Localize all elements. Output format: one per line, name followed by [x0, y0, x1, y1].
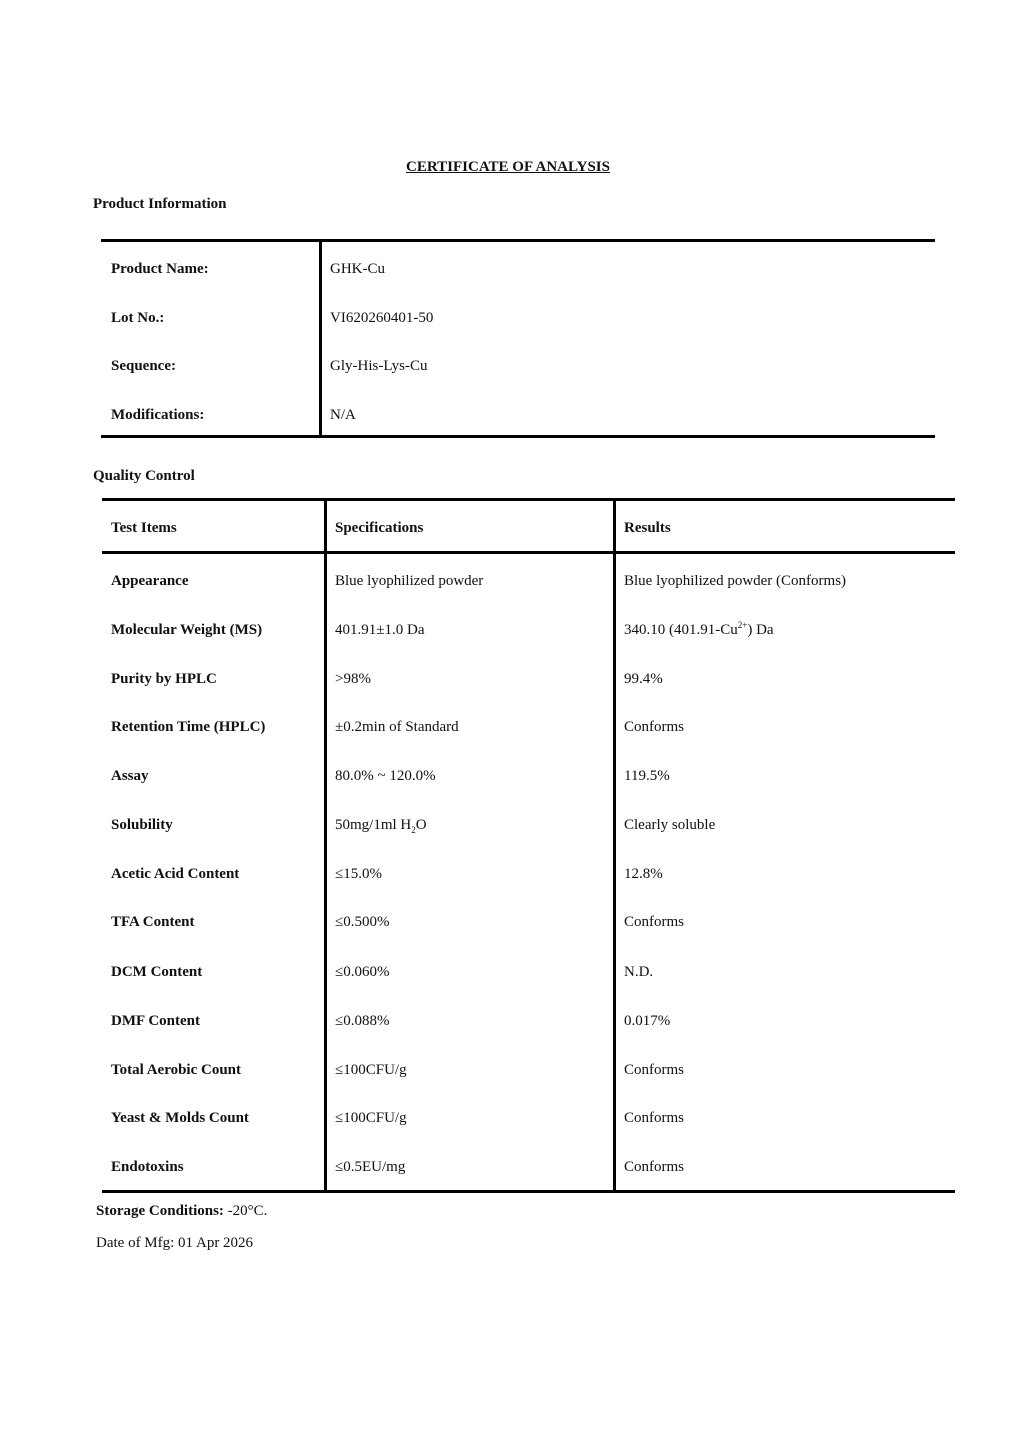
- storage-conditions-value: -20°C.: [223, 1203, 268, 1219]
- quality-control-table: [102, 498, 955, 1193]
- column-header-specifications: Specifications: [335, 520, 424, 536]
- table-row: [102, 622, 955, 642]
- table-row: [102, 1110, 955, 1130]
- test-item: Endotoxins: [111, 1159, 184, 1175]
- table-header-row: [102, 520, 955, 540]
- test-item: Molecular Weight (MS): [111, 622, 263, 638]
- product-name-label: Product Name:: [111, 261, 209, 277]
- table-divider: [324, 501, 327, 1190]
- specification: ≤15.0%: [335, 866, 382, 882]
- lot-number-value: VI620260401-50: [330, 310, 434, 326]
- lot-number-label: Lot No.:: [111, 310, 165, 326]
- product-information-heading: Product Information: [93, 196, 227, 212]
- test-item: TFA Content: [111, 914, 195, 930]
- result: Conforms: [624, 1062, 684, 1078]
- date-of-manufacture: Date of Mfg: 01 Apr 2026: [96, 1235, 254, 1251]
- specification: 80.0% ~ 120.0%: [335, 768, 436, 784]
- test-item: Total Aerobic Count: [111, 1062, 242, 1078]
- table-divider: [613, 501, 616, 1190]
- result: 12.8%: [624, 866, 663, 882]
- table-row: [102, 719, 955, 739]
- test-item: Purity by HPLC: [111, 671, 217, 687]
- test-item: Solubility: [111, 817, 173, 833]
- product-information-table: [101, 239, 935, 438]
- specification-text: 50mg/1ml H: [335, 817, 412, 833]
- table-row: [102, 1062, 955, 1082]
- table-row: [101, 407, 935, 427]
- specification: ≤0.500%: [335, 914, 390, 930]
- test-item: Assay: [111, 768, 149, 784]
- test-item: Appearance: [111, 573, 189, 589]
- test-item: Retention Time (HPLC): [111, 719, 266, 735]
- header-divider: [102, 551, 955, 554]
- specification: ≤100CFU/g: [335, 1110, 407, 1126]
- table-row: [101, 261, 935, 281]
- specification: ≤0.060%: [335, 964, 390, 980]
- result: N.D.: [624, 964, 654, 980]
- specification: ≤100CFU/g: [335, 1062, 407, 1078]
- result: Conforms: [624, 1159, 684, 1175]
- result: 99.4%: [624, 671, 663, 687]
- test-item: Acetic Acid Content: [111, 866, 240, 882]
- table-row: [102, 1013, 955, 1033]
- quality-control-heading: Quality Control: [93, 468, 195, 484]
- result: 0.017%: [624, 1013, 671, 1029]
- result-text: ) Da: [747, 622, 774, 638]
- specification-text: O: [415, 817, 427, 833]
- table-row: [102, 1159, 955, 1179]
- product-name-value: GHK-Cu: [330, 261, 385, 277]
- result: Conforms: [624, 914, 684, 930]
- result: Clearly soluble: [624, 817, 716, 833]
- table-row: [102, 964, 955, 984]
- specification: [335, 817, 427, 834]
- test-item: Yeast & Molds Count: [111, 1110, 249, 1126]
- specification: ≤0.088%: [335, 1013, 390, 1029]
- table-row: [102, 573, 955, 593]
- column-header-test-items: Test Items: [111, 520, 177, 536]
- specification: Blue lyophilized powder: [335, 573, 484, 589]
- result: Conforms: [624, 719, 684, 735]
- result: Conforms: [624, 1110, 684, 1126]
- modifications-label: Modifications:: [111, 407, 205, 423]
- table-row: [102, 671, 955, 691]
- modifications-value: N/A: [330, 407, 356, 423]
- sequence-value: Gly-His-Lys-Cu: [330, 358, 428, 374]
- test-item: DMF Content: [111, 1013, 201, 1029]
- table-row: [101, 310, 935, 330]
- table-row: [102, 817, 955, 837]
- specification: >98%: [335, 671, 371, 687]
- table-row: [102, 866, 955, 886]
- storage-conditions: [96, 1203, 267, 1220]
- result: Blue lyophilized powder (Conforms): [624, 573, 847, 589]
- specification-subscript: 2: [411, 825, 416, 835]
- table-row: [101, 358, 935, 378]
- result: 119.5%: [624, 768, 670, 784]
- result: [624, 622, 774, 639]
- column-header-results: Results: [624, 520, 671, 536]
- test-item: DCM Content: [111, 964, 203, 980]
- result-text: 340.10 (401.91-Cu: [624, 622, 738, 638]
- result-superscript: 2+: [737, 620, 748, 630]
- sequence-label: Sequence:: [111, 358, 176, 374]
- storage-conditions-label: Storage Conditions:: [96, 1203, 224, 1219]
- specification: 401.91±1.0 Da: [335, 622, 425, 638]
- document-title: CERTIFICATE OF ANALYSIS: [406, 159, 610, 175]
- specification: ±0.2min of Standard: [335, 719, 459, 735]
- table-row: [102, 768, 955, 788]
- specification: ≤0.5EU/mg: [335, 1159, 406, 1175]
- table-row: [102, 914, 955, 934]
